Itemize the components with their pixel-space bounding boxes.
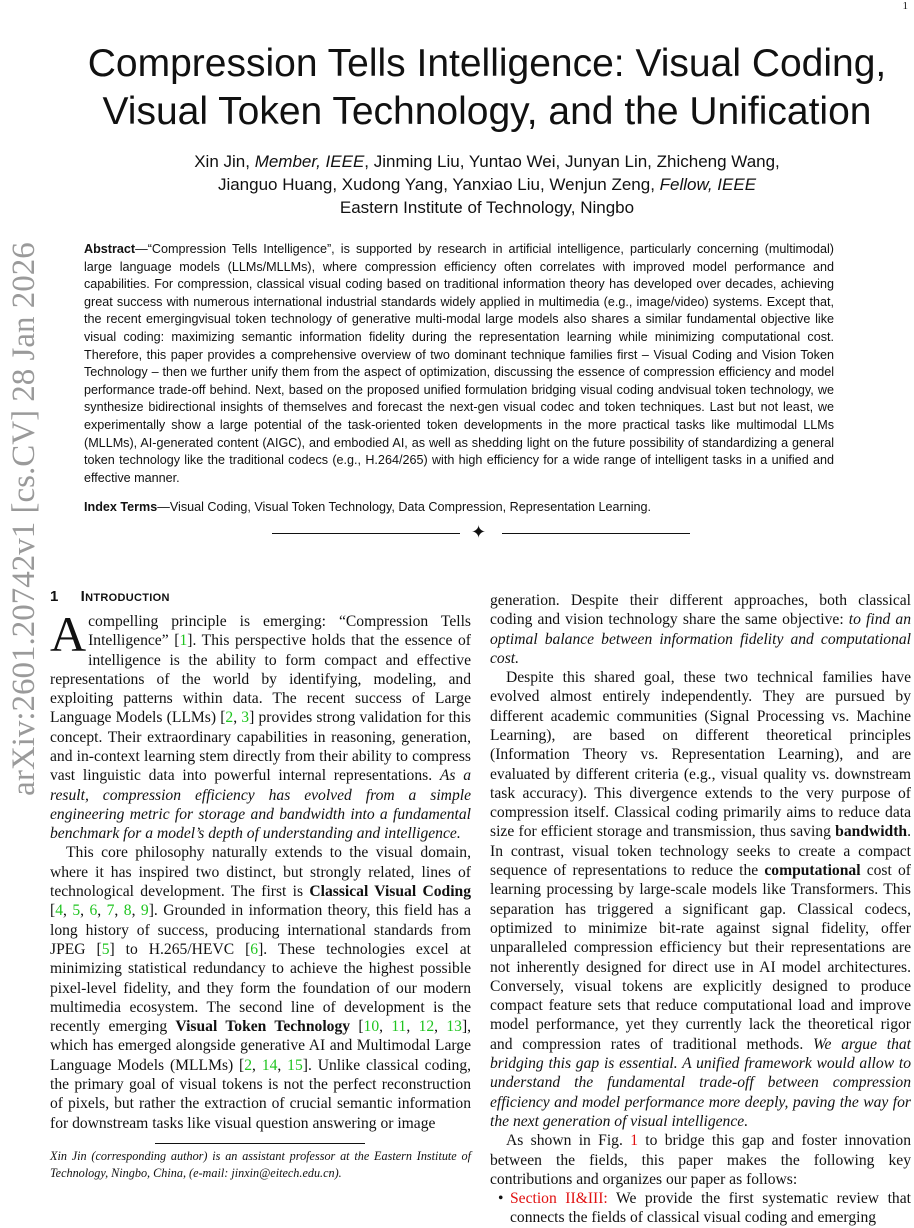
- text-run: [: [50, 902, 56, 920]
- text-run: Despite this shared goal, these two technical families have evolved almost entirely independently. They are pursued by different academic communities (Signal Processing vs. Machine Learning), are based on different theoretical principles (Information Theory vs. Representation Learning), and are evaluated by different criteria (e.g., visual quality vs. downstream task accuracy). This divergence extends to the very purpose of compression itself. Classical coding primarily aims to reduce data size for efficient storage and transmission, thus saving: [490, 669, 911, 841]
- text-run: ,: [97, 902, 107, 920]
- cross-reference-link[interactable]: 1: [630, 1132, 638, 1150]
- text-run: Xin Jin,: [194, 152, 255, 171]
- drop-cap: A: [50, 605, 87, 662]
- index-terms: [84, 499, 834, 517]
- citation-link[interactable]: 4: [55, 902, 63, 920]
- citation-link[interactable]: 2: [244, 1056, 253, 1074]
- citation-link[interactable]: 12: [418, 1018, 435, 1036]
- section-title: Introduction: [80, 587, 170, 605]
- text-run: ,: [131, 902, 141, 920]
- index-terms-text: —Visual Coding, Visual Token Technology, Data Compression, Representation Learning.: [157, 500, 652, 515]
- citation-link[interactable]: 9: [140, 902, 149, 920]
- text-run: [: [350, 1018, 364, 1036]
- text-run: As shown in Fig.: [506, 1132, 631, 1150]
- text-run: ,: [406, 1018, 419, 1036]
- index-terms-label: Index Terms: [84, 500, 158, 515]
- citation-link[interactable]: 2: [225, 709, 234, 727]
- text-run: ]. These technologies excel at minimizing statistical redundancy to achieve the highest possible pixel-level fidelity, and they form the foundation of our modern multimedia ecosystem. The second line of development is the recently emerging: [50, 940, 471, 1036]
- text-run: , Jinming Liu, Yuntao Wei, Junyan Lin, Zhicheng Wang,: [364, 152, 780, 171]
- text-run: ,: [63, 902, 73, 920]
- text-run: ,: [233, 709, 242, 727]
- text-run: to bridge this gap and foster innovation between the fields, this paper makes the following key contributions and organizes our paper as follows:: [490, 1132, 911, 1188]
- left-column: [50, 587, 471, 1228]
- text-run: ,: [252, 1056, 262, 1074]
- text-run: ], which has emerged alongside generative AI and Multimodal Large Language Models (MLLMs) [: [50, 1018, 472, 1074]
- text-run: ,: [379, 1018, 392, 1036]
- text-run: ] provides strong validation for this concept. Their extraordinary capabilities in reasoning, generation, and in-context learning stem directly from their ability to compress vast linguistic data into powerful internal representations.: [50, 709, 471, 785]
- section-heading: [50, 587, 471, 606]
- text-run: ,: [114, 902, 124, 920]
- text-run: computational: [764, 862, 861, 880]
- text-run: Fellow, IEEE: [659, 175, 757, 194]
- citation-link[interactable]: 11: [391, 1018, 407, 1036]
- abstract-label: Abstract: [84, 242, 136, 256]
- citation-link[interactable]: 10: [363, 1018, 380, 1036]
- section-divider: [272, 523, 690, 545]
- list-item: [510, 1189, 911, 1228]
- footnote: Xin Jin (corresponding author) is an assistant professor at the Eastern Institute of Technology, Ningbo, China, (e-mail: jinxin@eitech.edu.cn).: [50, 1148, 471, 1180]
- text-run: ]. This perspective holds that the essence of intelligence is the ability to form compact and effective representations of the world by identifying, modeling, and exploiting patterns within data. The recent success of Large Language Models (LLMs) [: [50, 632, 471, 727]
- citation-link[interactable]: 6: [89, 902, 98, 920]
- affiliation: Eastern Institute of Technology, Ningbo: [339, 198, 635, 217]
- text-run: generation. Despite their different approaches, both classical coding and vision technology share the same objective:: [490, 591, 911, 629]
- divider-line: [272, 533, 460, 534]
- text-run: ,: [277, 1056, 288, 1074]
- paragraph: [490, 668, 911, 1131]
- text-run: ,: [80, 902, 90, 920]
- arxiv-stamp: arXiv:2601.20742v1 [cs.CV] 28 Jan 2026: [6, 242, 42, 796]
- abstract: [84, 241, 834, 487]
- text-run: Jianguo Huang, Xudong Yang, Yanxiao Liu, Wenjun Zeng,: [217, 175, 660, 194]
- author-line: [60, 150, 914, 173]
- text-run: ]. Grounded in information theory, this field has a long history of success, producing international standards from JPEG [: [50, 902, 471, 958]
- citation-link[interactable]: 7: [106, 902, 115, 920]
- title-line: Compression Tells Intelligence: Visual Coding,: [87, 42, 887, 85]
- diamond-star-icon: ✦: [471, 521, 487, 542]
- text-run: ,: [434, 1018, 447, 1036]
- divider-line: [502, 533, 690, 534]
- citation-link[interactable]: 3: [241, 709, 250, 727]
- text-run: . In contrast, visual token technology seeks to create a compact sequence of representations to reduce the: [490, 823, 911, 880]
- text-run: Classical Visual Coding: [309, 883, 471, 901]
- citation-link[interactable]: 5: [72, 902, 81, 920]
- cross-reference-link[interactable]: Section II&III:: [510, 1190, 608, 1208]
- text-run: Visual Token Technology: [175, 1018, 351, 1036]
- page-number: 1: [902, 0, 908, 12]
- paper-header: [60, 0, 914, 545]
- text-run: We provide the first systematic review that connects the fields of classical visual coding and emerging: [510, 1190, 911, 1227]
- abstract-text: —“Compression Tells Intelligence”, is supported by research in artificial intelligence, particularly concerning (multimodal) large language models (LLMs/MLLMs), where compression efficiency often correlates with improved model performance and capabilities. For compression, classical visual coding based on traditional information theory has developed over decades, achieving great success with numerous international industrial standards widely applied in multimedia (e.g., image/video) systems. Except that, the recent emergingvisual token technology of generative multi-modal large models also shares a similar fundamental objective like visual coding: maximizing semantic information fidelity during the representation learning while minimizing computational cost. Therefore, this paper provides a comprehensive overview of two dominant technique families first – Visual Coding and Vision Token Technology – then we further unify them from the aspect of optimization, discussing the essence of compression efficiency and model performance trade-off behind. Next, based on the proposed unified formulation bridging visual coding andvisual token technology, we synthesize bidirectional insights of themselves and forecast the next-gen visual codec and token techniques. Last but not least, we experimentally show a large potential of the task-oriented token developments in the more practical tasks like multimodal LLMs (MLLMs), AI-generated content (AIGC), and embodied AI, as well as shedding light on the future possibility of standardizing a general token technology like the traditional codecs (e.g., H.264/265) with high efficiency for a wide range of intelligent tasks in a unified and effective manner.: [84, 242, 834, 485]
- text-run: to find an optimal balance between information fidelity and computational cost.: [490, 611, 911, 667]
- section-number: 1: [50, 587, 59, 605]
- text-run: cost of learning processing by large-scale models like Transformers. This separation has triggered a significant gap. Classical codecs, optimized to minimize bit-rate against signal fidelity, offer unparalleled compression efficiency but their representations are not inherently designed for direct use in AI model architectures. Conversely, visual tokens are explicitly designed to produce compact feature sets that reduce computational load and improve model performance, yet they currently lack the theoretical rigor and compression rates of traditional methods.: [490, 862, 912, 1053]
- paragraph: [50, 843, 471, 1132]
- paragraph: [490, 591, 911, 668]
- citation-link[interactable]: 15: [287, 1056, 303, 1074]
- author-line: [60, 173, 914, 196]
- text-run: Member, IEEE: [254, 152, 365, 171]
- citation-link[interactable]: 5: [101, 940, 110, 958]
- citation-link[interactable]: 13: [446, 1018, 462, 1036]
- text-run: As a result, compression efficiency has evolved from a simple engineering metric for storage and bandwidth into a fundamental benchmark for a model’s depth of understanding and intelligence.: [50, 767, 471, 843]
- paragraph-text: [50, 605, 471, 843]
- text-run: We argue that bridging this gap is essential. A unified framework would allow to understand the fundamental trade-off between compression efficiency and model performance more deeply, paving the way for the next generation of visual intelligence.: [490, 1035, 912, 1130]
- citation-link[interactable]: 14: [261, 1056, 278, 1074]
- paper-title: [60, 40, 914, 136]
- right-column: [490, 591, 911, 1228]
- text-run: ] to H.265/HEVC [: [109, 940, 251, 958]
- footnote-rule: [155, 1143, 365, 1144]
- paragraph: [50, 605, 471, 844]
- citation-link[interactable]: 6: [250, 940, 259, 958]
- citation-link[interactable]: 1: [179, 632, 188, 650]
- contribution-list: [490, 1189, 911, 1228]
- text-run: bandwidth: [835, 823, 908, 841]
- text-run: ]. Unlike classical coding, the primary goal of visual tokens is not the perfect reconstruction of pixels, but rather the extraction of crucial semantic information for downstream tasks like visual question answering or image: [50, 1056, 472, 1132]
- text-run: compelling principle is emerging: “Compression Tells Intelligence” [: [88, 612, 471, 650]
- paragraph: [490, 1131, 911, 1189]
- citation-link[interactable]: 8: [123, 902, 132, 920]
- author-block: [60, 150, 914, 219]
- body-columns: [50, 587, 914, 1228]
- title-line: Visual Token Technology, and the Unification: [102, 90, 872, 133]
- text-run: This core philosophy naturally extends to the visual domain, where it has inspired two distinct, but strongly related, lines of technological development. The first is: [50, 844, 471, 901]
